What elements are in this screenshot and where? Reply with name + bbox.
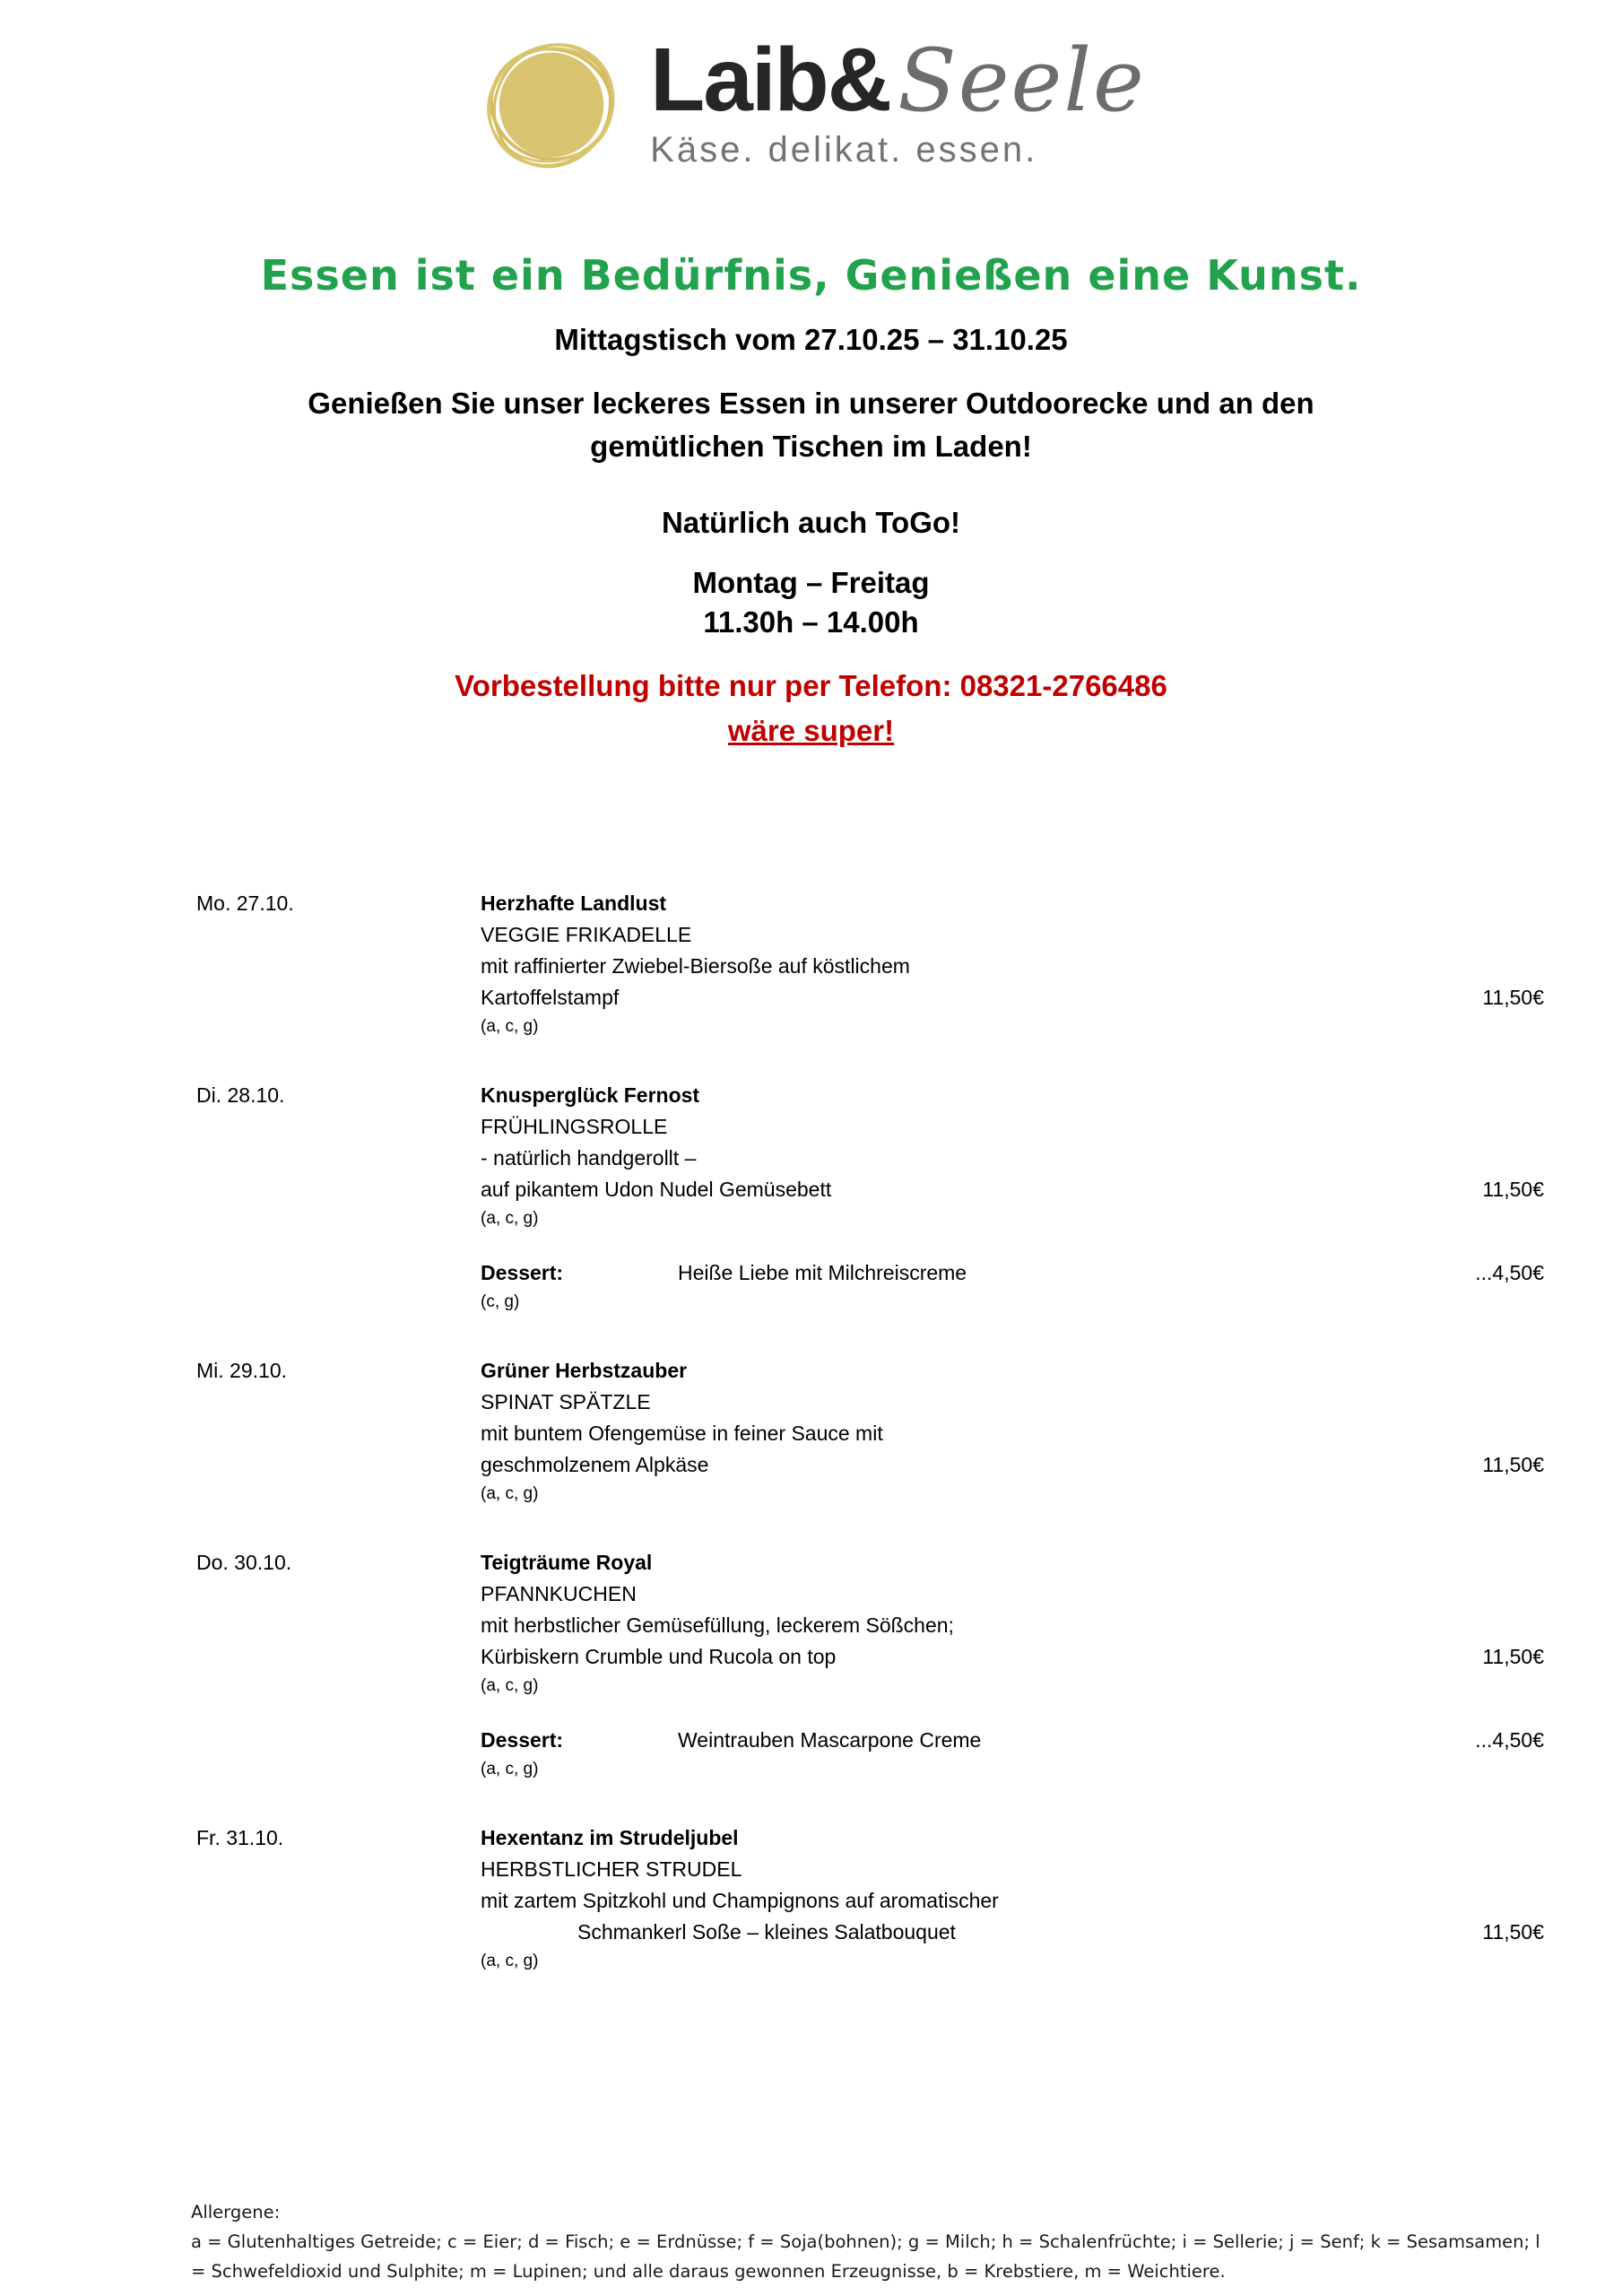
dessert-label: Dessert: bbox=[481, 1261, 564, 1284]
service-hours: 11.30h – 14.00h bbox=[703, 605, 919, 639]
menu-week-range: Mittagstisch vom 27.10.25 – 31.10.25 bbox=[554, 323, 1068, 356]
allergen-line-1: a = Glutenhaltiges Getreide; c = Eier; d = Fisch; e = Erdnüsse; f = Soja(bohnen); g = Milch; h = Schalenfrüchte; i = Sellerie; j = Senf; k = Sesamsamen; l bbox=[191, 2231, 1540, 2252]
cheese-wheel-icon bbox=[476, 27, 627, 178]
allergen-line-2: = Schwefeldioxid und Sulphite; m = Lupinen; und alle daraus gewonnen Erzeugnisse, b = Krebstiere, m = Weichtiere. bbox=[191, 2261, 1226, 2282]
menu-day-wednesday bbox=[196, 1355, 1544, 1508]
dish-desc-line: - natürlich handgerollt – bbox=[481, 1146, 697, 1170]
headline-quote: Essen ist ein Bedürfnis, Genießen eine Kunst. bbox=[260, 251, 1362, 300]
dish-name: HERBSTLICHER STRUDEL bbox=[481, 1857, 742, 1881]
menu-day-tuesday bbox=[196, 1080, 1544, 1316]
dessert-name: Heiße Liebe mit Milchreiscreme bbox=[678, 1261, 967, 1284]
day-dish bbox=[481, 1080, 1544, 1316]
invite-line-1: Genießen Sie unser leckeres Essen in unserer Outdoorecke und an den bbox=[308, 387, 1314, 420]
service-days: Montag – Freitag bbox=[692, 566, 930, 599]
dessert-row bbox=[481, 1257, 1544, 1316]
dish-title: Teigträume Royal bbox=[481, 1551, 653, 1574]
day-dish bbox=[481, 1355, 1544, 1508]
dish-allergens: (a, c, g) bbox=[481, 1484, 539, 1503]
dish-name: VEGGIE FRIKADELLE bbox=[481, 923, 692, 946]
dish-desc-line: mit zartem Spitzkohl und Champignons auf aromatischer bbox=[481, 1889, 999, 1912]
phone-note bbox=[0, 664, 1622, 753]
dish-desc-line: geschmolzenem Alpkäse bbox=[481, 1453, 709, 1476]
dessert-label: Dessert: bbox=[481, 1728, 564, 1752]
day-dish bbox=[481, 888, 1544, 1040]
dish-name: SPINAT SPÄTZLE bbox=[481, 1390, 651, 1413]
brand-name-script: Seele bbox=[897, 30, 1146, 131]
dish-allergens: (a, c, g) bbox=[481, 1676, 539, 1695]
dish-price: 11,50€ bbox=[1482, 986, 1544, 1009]
brand-wordmark bbox=[650, 29, 1146, 170]
brand-tagline: Käse. delikat. essen. bbox=[650, 129, 1038, 170]
dish-allergens: (a, c, g) bbox=[481, 1952, 539, 1970]
dish-name: FRÜHLINGSROLLE bbox=[481, 1115, 668, 1138]
day-date: Mi. 29.10. bbox=[196, 1359, 287, 1382]
service-times bbox=[0, 563, 1622, 642]
dish-desc-line: mit buntem Ofengemüse in feiner Sauce mit bbox=[481, 1422, 883, 1445]
dish-desc-line: mit raffinierter Zwiebel-Biersoße auf köstlichem bbox=[481, 954, 910, 978]
invite-line-2: gemütlichen Tischen im Laden! bbox=[590, 430, 1032, 463]
dish-title: Herzhafte Landlust bbox=[481, 891, 667, 915]
invite-text bbox=[0, 382, 1622, 468]
menu-list bbox=[0, 888, 1622, 1975]
dessert-allergens: (a, c, g) bbox=[481, 1760, 539, 1779]
dish-price: 11,50€ bbox=[1482, 1453, 1544, 1476]
dish-price: 11,50€ bbox=[1482, 1920, 1544, 1944]
menu-day-monday bbox=[196, 888, 1544, 1040]
allergen-footer bbox=[0, 2197, 1622, 2286]
dessert-row bbox=[481, 1725, 1544, 1783]
brand-logo bbox=[0, 27, 1622, 178]
dish-desc-line: Kürbiskern Crumble und Rucola on top bbox=[481, 1645, 837, 1668]
menu-day-thursday bbox=[196, 1547, 1544, 1783]
phone-note-line: Vorbestellung bitte nur per Telefon: 08321-2766486 bbox=[455, 669, 1167, 702]
dessert-price: ...4,50€ bbox=[1475, 1728, 1544, 1752]
dish-title: Grüner Herbstzauber bbox=[481, 1359, 688, 1382]
dish-name: PFANNKUCHEN bbox=[481, 1582, 637, 1605]
menu-day-friday bbox=[196, 1822, 1544, 1975]
dish-desc-line: auf pikantem Udon Nudel Gemüsebett bbox=[481, 1178, 832, 1201]
dessert-price: ...4,50€ bbox=[1475, 1261, 1544, 1284]
dish-allergens: (a, c, g) bbox=[481, 1209, 539, 1228]
day-dish bbox=[481, 1547, 1544, 1783]
day-date: Di. 28.10. bbox=[196, 1083, 285, 1107]
dessert-allergens: (c, g) bbox=[481, 1292, 520, 1311]
phone-note-suffix: wäre super! bbox=[727, 714, 895, 747]
togo-note: Natürlich auch ToGo! bbox=[661, 506, 961, 539]
dish-allergens: (a, c, g) bbox=[481, 1017, 539, 1036]
dish-title: Knusperglück Fernost bbox=[481, 1083, 700, 1107]
dish-price: 11,50€ bbox=[1482, 1645, 1544, 1668]
dish-price: 11,50€ bbox=[1482, 1178, 1544, 1201]
day-date: Mo. 27.10. bbox=[196, 891, 294, 915]
dish-desc-line: mit herbstlicher Gemüsefüllung, leckerem Sößchen; bbox=[481, 1613, 954, 1637]
dish-desc-line: Schmankerl Soße – kleines Salatbouquet bbox=[577, 1920, 956, 1944]
dessert-name: Weintrauben Mascarpone Creme bbox=[678, 1728, 982, 1752]
day-dish bbox=[481, 1822, 1544, 1975]
day-date: Fr. 31.10. bbox=[196, 1826, 284, 1849]
dish-desc-line: Kartoffelstampf bbox=[481, 986, 620, 1009]
brand-name-main: Laib& bbox=[650, 29, 890, 130]
day-date: Do. 30.10. bbox=[196, 1551, 292, 1574]
allergen-label: Allergene: bbox=[191, 2202, 281, 2222]
dish-title: Hexentanz im Strudeljubel bbox=[481, 1826, 739, 1849]
